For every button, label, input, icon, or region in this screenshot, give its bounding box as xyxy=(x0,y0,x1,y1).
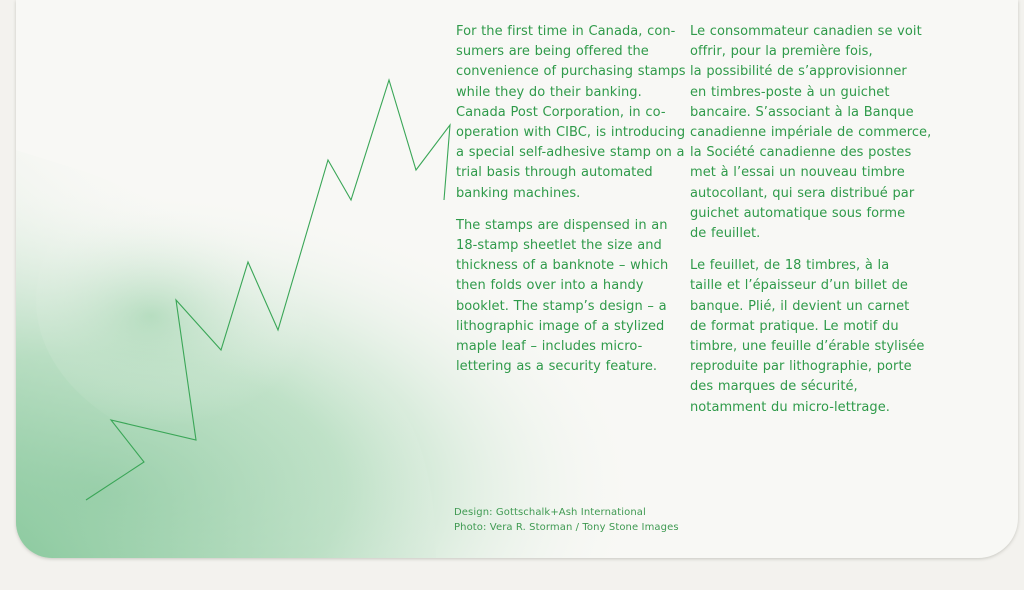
design-credit: Design: Gottschalk+Ash International xyxy=(454,507,646,518)
envelope-insert-card xyxy=(16,0,1018,558)
english-paragraph-2: The stamps are dispensed in an 18-stamp sheetlet the size and thickness of a banknote – which then folds over into a handy booklet. The stamp’s design – a lithographic image of a stylized maple leaf – includes micro- lettering as a security feature. xyxy=(456,217,669,375)
french-text-column xyxy=(690,22,960,430)
credits-block xyxy=(454,505,679,535)
english-paragraph-1: For the first time in Canada, con- sumers are being offered the convenience of purchasing stamps while they do their banking. Canada Post Corporation, in co- operation with CIBC, is introducing a special self-adhesive stamp on a trial basis through automated banking machines. xyxy=(456,24,686,201)
french-paragraph-1: Le consommateur canadien se voit offrir, pour la première fois, la possibilité de s’approvisionner en timbres-poste à un guichet bancaire. S’associant à la Banque canadienne impériale de commerce, la Société canadienne des postes met à l’essai un nouveau timbre autocollant, qui sera distribué par guichet automatique sous forme de feuillet. xyxy=(690,24,932,242)
photo-credit: Photo: Vera R. Storman / Tony Stone Images xyxy=(454,522,679,533)
english-text-column xyxy=(456,22,706,389)
french-paragraph-2: Le feuillet, de 18 timbres, à la taille et l’épaisseur d’un billet de banque. Plié, il devient un carnet de format pratique. Le motif du timbre, une feuille d’érable stylisée reproduite par lithographie, porte des marques de sécurité, notamment du micro-lettrage. xyxy=(690,258,925,415)
